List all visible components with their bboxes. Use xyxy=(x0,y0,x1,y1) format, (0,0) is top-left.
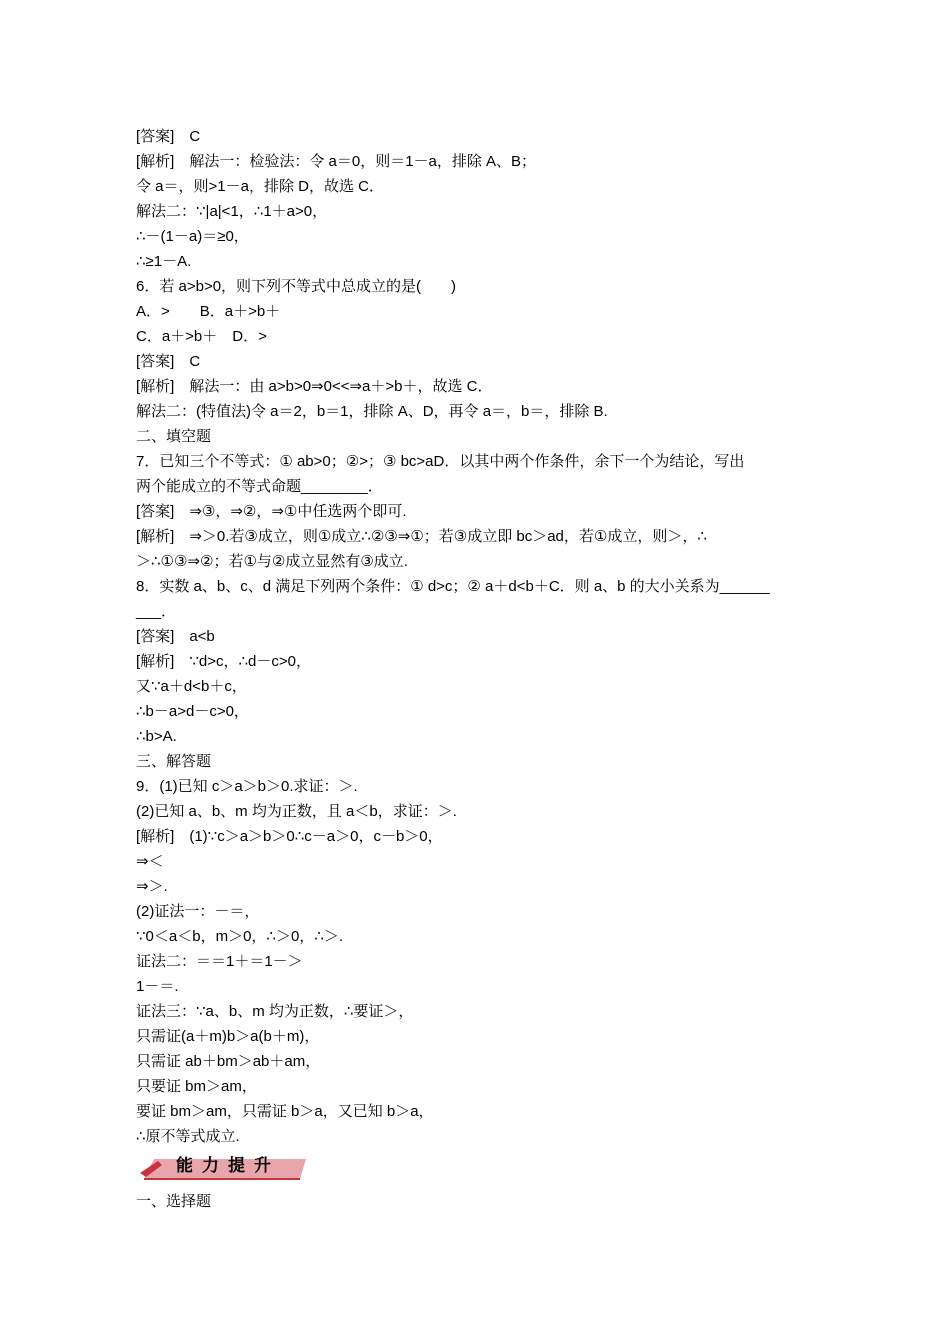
analysis-line: [解析] ∵d>c，∴d－c>0， xyxy=(136,653,311,670)
analysis-line: ∴≥1－A. xyxy=(136,253,192,270)
analysis-line: 要证 bm＞am，只需证 b＞a，又已知 b＞a， xyxy=(136,1103,434,1120)
analysis-line: 令 a＝，则>1－a，排除 D，故选 C． xyxy=(136,178,384,195)
section-heading-fill-blank: 二、填空题 xyxy=(136,428,212,445)
analysis-line: ⇒＞. xyxy=(136,878,168,895)
answer-label-5: [答案] C xyxy=(136,128,201,145)
analysis-line: ∴原不等式成立. xyxy=(136,1128,240,1145)
question-9-part-2: (2)已知 a、b、m 均为正数，且 a＜b，求证：＞. xyxy=(136,803,457,820)
answer-label-7: [答案] ⇒③，⇒②，⇒①中任选两个即可. xyxy=(136,503,407,520)
analysis-line: [解析] 解法一：由 a>b>0⇒0<<⇒a＋>b＋，故选 C． xyxy=(136,378,493,395)
analysis-line: ∴－(1－a)＝≥0， xyxy=(136,228,249,245)
analysis-line: 只需证 ab＋bm＞ab＋am， xyxy=(136,1053,321,1070)
analysis-line: ∴b－a>d－c>0， xyxy=(136,703,249,720)
banner-title: 能力提升 xyxy=(176,1156,280,1175)
analysis-line: ∴b>A. xyxy=(136,728,177,745)
analysis-line: 1－＝. xyxy=(136,978,179,995)
analysis-line: [解析] ⇒＞0.若③成立，则①成立∴②③⇒①；若③成立即 bc＞ad，若①成立，则＞，∴ xyxy=(136,528,707,545)
analysis-line: [解析] (1)∵c＞a＞b＞0∴c－a＞0，c－b＞0， xyxy=(136,828,443,845)
section-banner xyxy=(136,1153,306,1181)
analysis-line: ⇒＜ xyxy=(136,853,164,870)
analysis-line: 证法三：∵a、b、m 均为正数，∴要证＞， xyxy=(136,1003,414,1020)
question-7-cont: 两个能成立的不等式命题________． xyxy=(136,478,383,495)
section-heading-multiple-choice: 一、选择题 xyxy=(136,1193,212,1210)
question-7: 7．已知三个不等式：① ab>0；②>；③ bc>aD．以其中两个作条件，余下一个为结论，写出 xyxy=(136,453,745,470)
analysis-line: ∵0＜a＜b，m＞0，∴＞0，∴＞. xyxy=(136,928,344,945)
section-heading-solve: 三、解答题 xyxy=(136,753,212,770)
analysis-line: (2)证法一：－＝， xyxy=(136,903,260,920)
question-8-cont: ___． xyxy=(136,603,177,620)
analysis-line: ＞∴①③⇒②；若①与②成立显然有③成立. xyxy=(136,553,408,570)
analysis-line: 只要证 bm＞am， xyxy=(136,1078,257,1095)
question-9: 9．(1)已知 c＞a＞b＞0.求证：＞. xyxy=(136,778,358,795)
option-line: C．a＋>b＋ D．> xyxy=(136,328,267,345)
answer-label-8: [答案] a<b xyxy=(136,628,215,645)
question-6: 6．若 a>b>0，则下列不等式中总成立的是( ) xyxy=(136,278,457,295)
option-line: A．> B．a＋>b＋ xyxy=(136,303,281,320)
analysis-line: 证法二：＝＝1＋＝1－＞ xyxy=(136,953,303,970)
question-8: 8．实数 a、b、c、d 满足下列两个条件：① d>c；② a＋d<b＋C．则 a、b 的大小关系为______ xyxy=(136,578,770,595)
analysis-line: 只需证(a＋m)b＞a(b＋m)， xyxy=(136,1028,320,1045)
document-page xyxy=(136,124,826,1214)
analysis-line: 解法二：∵|a|<1，∴1＋a>0， xyxy=(136,203,328,220)
analysis-line: 解法二：(特值法)令 a＝2，b＝1，排除 A、D，再令 a＝，b＝，排除 B. xyxy=(136,403,608,420)
analysis-line: 又∵a＋d<b＋c， xyxy=(136,678,247,695)
analysis-line: [解析] 解法一：检验法：令 a＝0，则＝1－a，排除 A、B； xyxy=(136,153,537,170)
answer-label-6: [答案] C xyxy=(136,353,201,370)
